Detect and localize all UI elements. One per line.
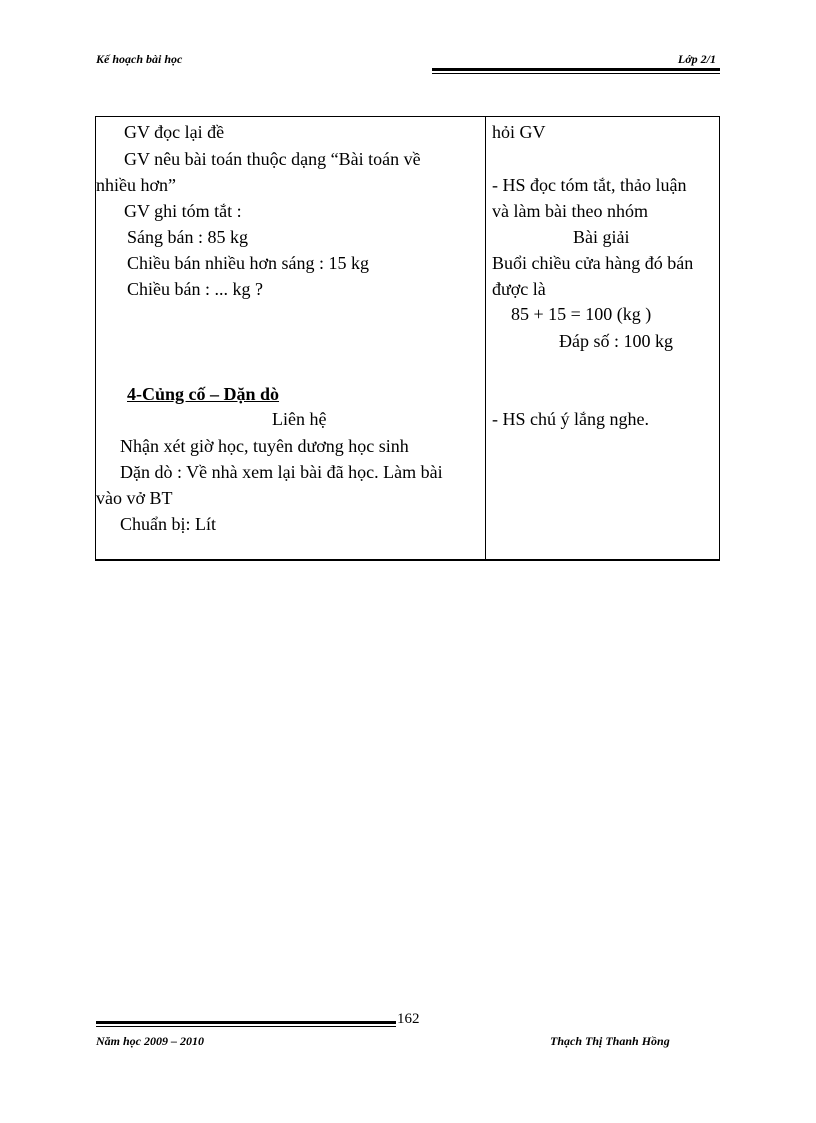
header-rule-thick (432, 68, 720, 71)
header-lesson-plan: Kế hoạch bài học (96, 52, 183, 66)
footer-rule-thick (96, 1021, 396, 1024)
right-line-7: 85 + 15 = 100 (kg ) (511, 304, 652, 324)
right-line-4: Bài giải (573, 227, 630, 247)
student-activities-cell (486, 117, 719, 559)
left-line-9: Nhận xét giờ học, tuyên dương học sinh (120, 436, 409, 456)
lesson-table (95, 116, 720, 561)
left-line-12: Chuẩn bị: Lít (120, 514, 216, 534)
page-number: 162 (397, 1011, 420, 1027)
left-line-6: Chiều bán nhiều hơn sáng : 15 kg (127, 253, 369, 273)
right-line-5: Buổi chiều cửa hàng đó bán (492, 253, 694, 273)
left-line-3: nhiều hơn” (96, 175, 176, 195)
right-line-8: Đáp số : 100 kg (559, 331, 673, 351)
teacher-activities-cell (96, 117, 485, 559)
header-rule-thin (432, 73, 720, 74)
left-line-10: Dặn dò : Về nhà xem lại bài đã học. Làm bài (120, 462, 443, 482)
section-title: 4-Củng cố – Dặn dò (127, 384, 280, 404)
left-line-5: Sáng bán : 85 kg (127, 227, 248, 247)
right-line-6: được là (492, 279, 546, 299)
left-line-4: GV ghi tóm tắt : (124, 201, 242, 221)
left-line-11: vào vở BT (96, 488, 173, 508)
right-line-3: và làm bài theo nhóm (492, 201, 648, 221)
left-line-1: GV đọc lại đề (124, 122, 225, 142)
right-line-1: hỏi GV (492, 122, 546, 142)
left-line-8: Liên hệ (272, 409, 327, 429)
header-class: Lớp 2/1 (677, 52, 716, 66)
left-line-7: Chiều bán : ... kg ? (127, 279, 263, 299)
right-line-2: - HS đọc tóm tắt, thảo luận (492, 175, 687, 195)
footer-author: Thạch Thị Thanh Hồng (550, 1034, 670, 1048)
left-line-2: GV nêu bài toán thuộc dạng “Bài toán về (124, 149, 421, 169)
right-line-9: - HS chú ý lắng nghe. (492, 409, 649, 429)
footer-school-year: Năm học 2009 – 2010 (96, 1034, 204, 1048)
footer-rule-thin (96, 1026, 396, 1027)
